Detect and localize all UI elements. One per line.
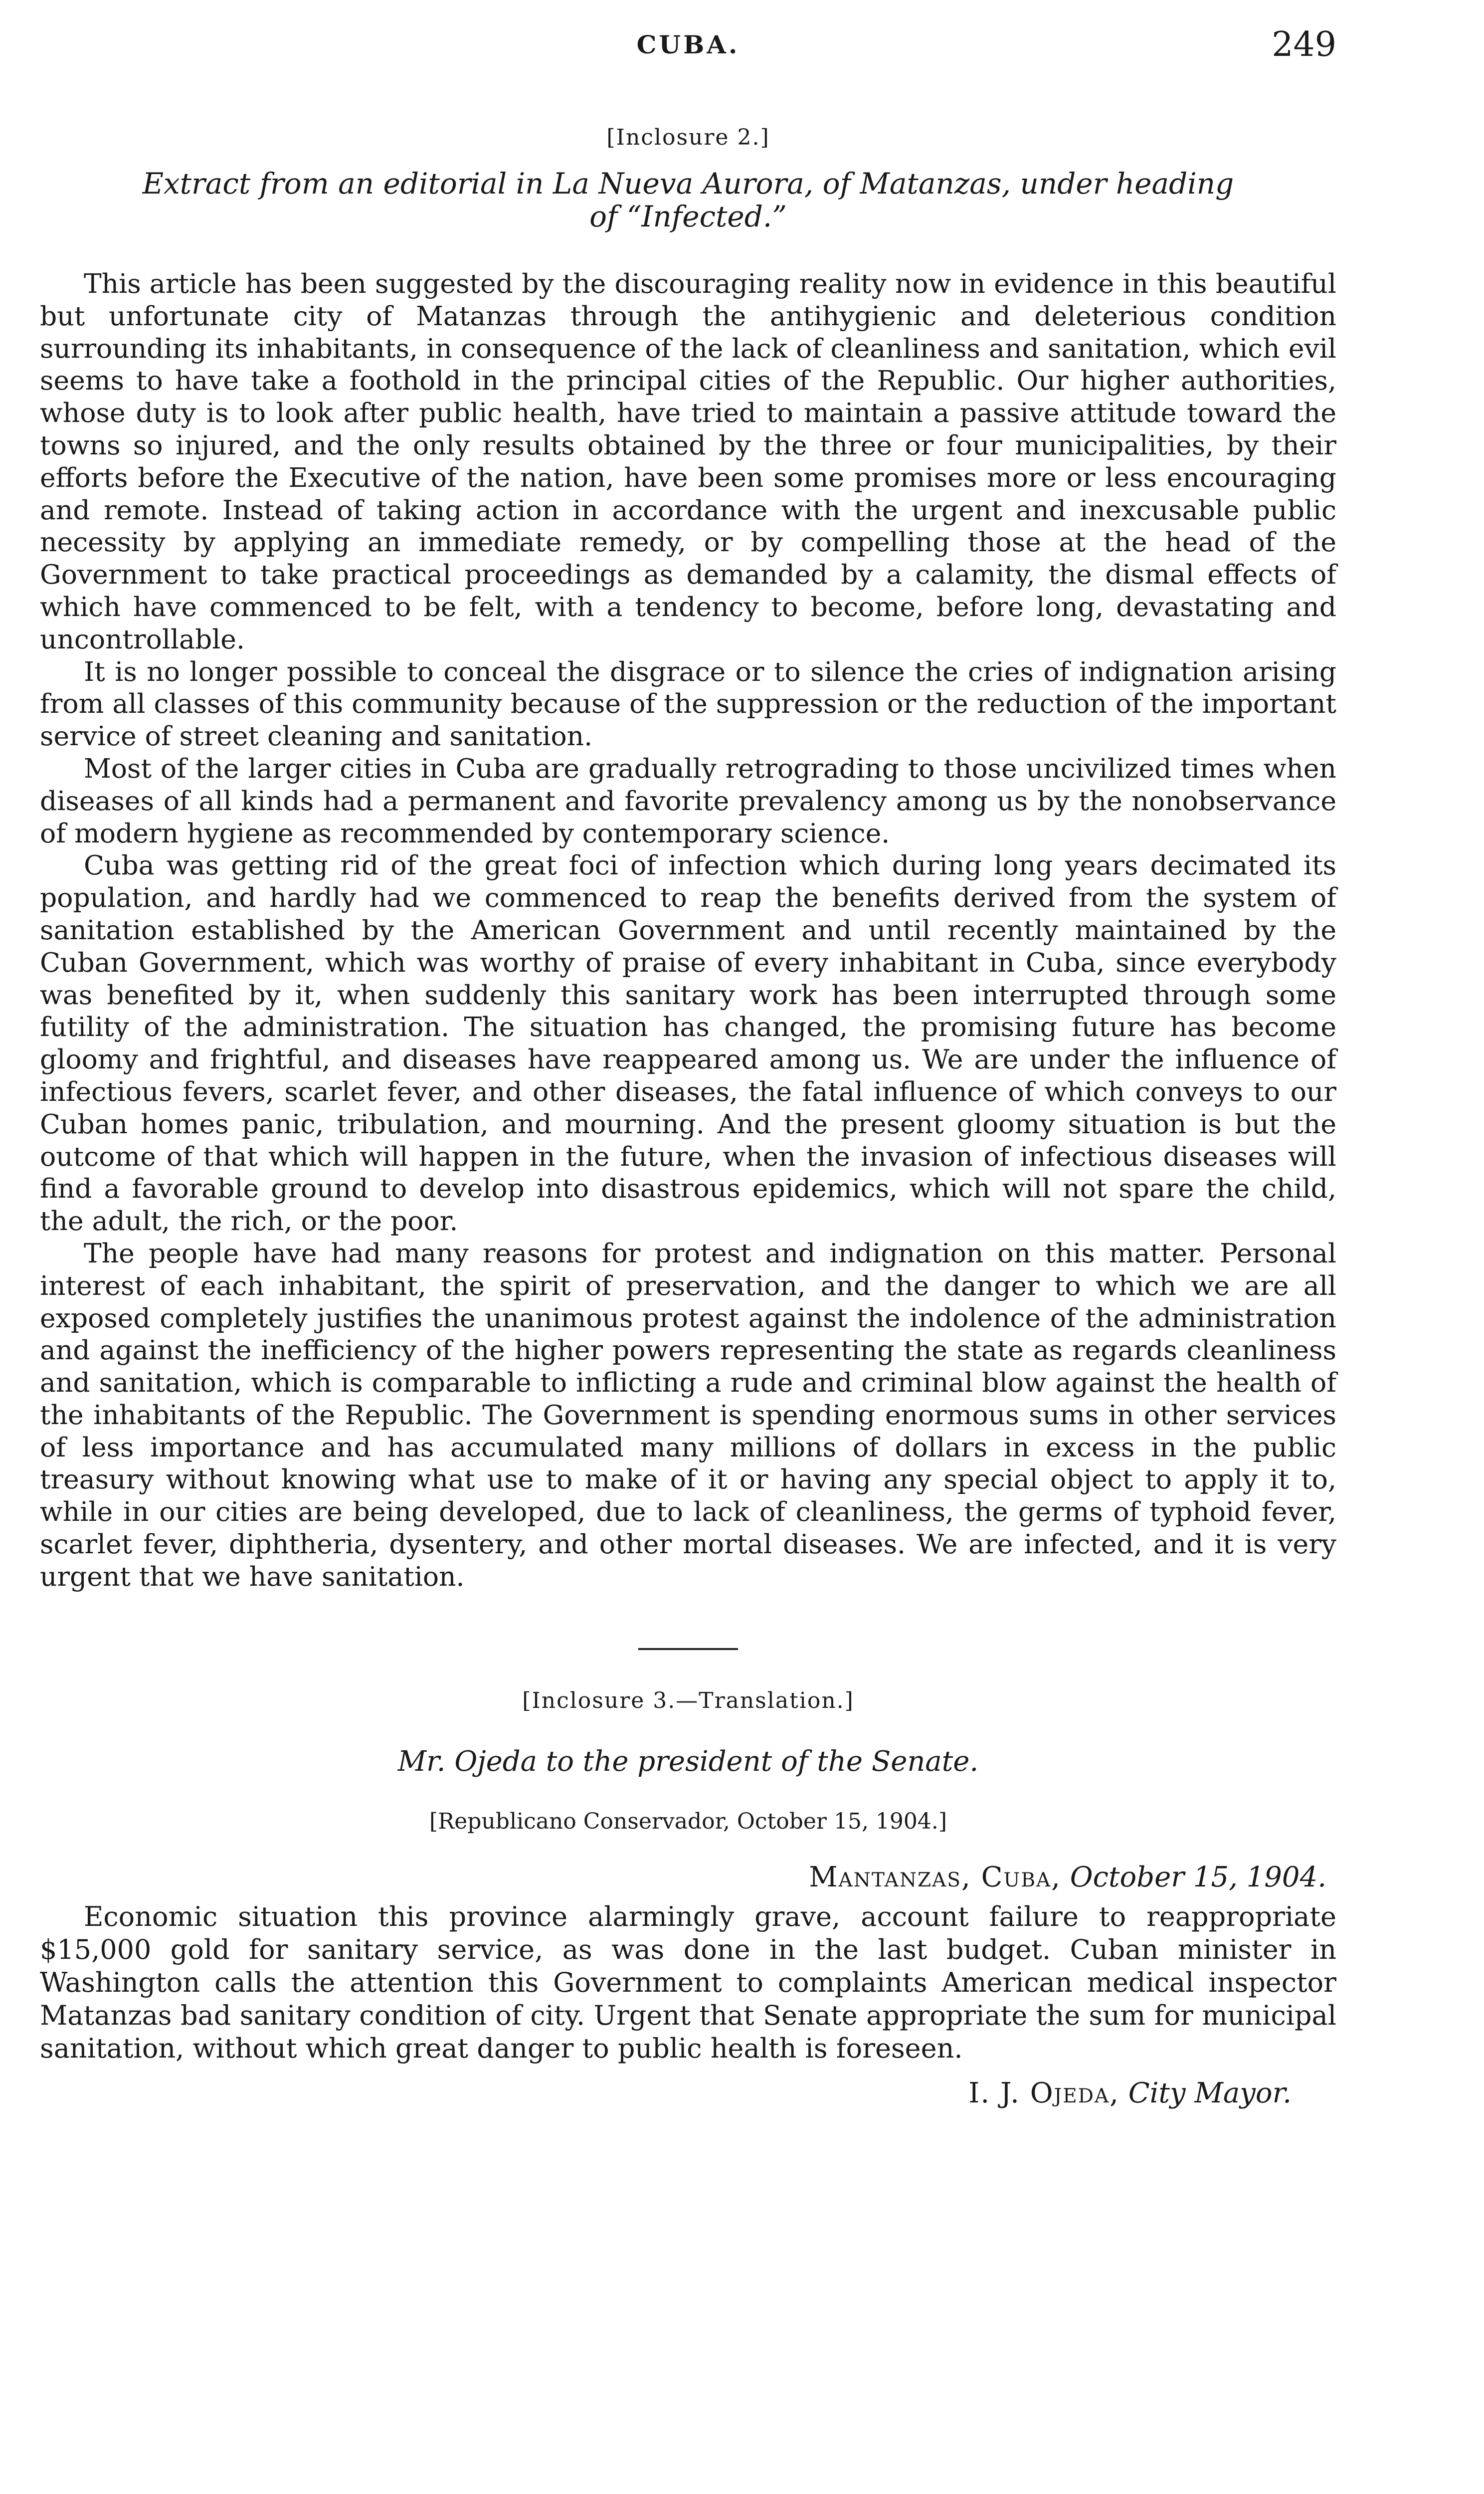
signature bbox=[40, 2077, 1336, 2109]
editorial-body bbox=[40, 268, 1336, 1593]
letter-paragraph: Economic situation this province alarmingly grave, account failure to reappropriate $15,000 gold for sanitary service, as was done in the last budget. Cuban minister in Washington calls the attention this Government to complaints American medical inspector Matanzas bad sanitary condition of city. Urgent that Senate appropriate the sum for municipal sanitation, without which great danger to public health is foreseen. bbox=[40, 1900, 1336, 2064]
editorial-heading-line-2: of “Infected.” bbox=[589, 200, 787, 233]
editorial-heading bbox=[40, 167, 1336, 233]
editorial-paragraph-5: The people have had many reasons for protest and indignation on this matter. Personal interest of each inhabitant, the spirit of preservation, and the danger to which we are all exposed completely justifies the unanimous protest against the indolence of the administration and against the inefficiency of the higher powers representing the state as regards cleanliness and sanitation, which is comparable to inflicting a rude and criminal blow against the health of the inhabitants of the Republic. The Government is spending enormous sums in other services of less importance and has accumulated many millions of dollars in excess in the public treasury without knowing what use to make of it or having any special object to apply it to, while in our cities are being developed, due to lack of cleanliness, the germs of typhoid fever, scarlet fever, diphtheria, dysentery, and other mortal diseases. We are infected, and it is very urgent that we have sanitation. bbox=[40, 1237, 1336, 1592]
signature-name: I. J. Ojeda, bbox=[968, 2077, 1119, 2109]
inclosure-3-label: [Inclosure 3.—Translation.] bbox=[522, 1687, 854, 1713]
editorial-paragraph-4: Cuba was getting rid of the great foci of infection which during long years decimated its population, and hardly had we commenced to reap the benefits derived from the system of sanitation established by the American Government and until recently maintained by the Cuban Government, which was worthy of praise of every inhabitant in Cuba, since everybody was benefited by it, when suddenly this sanitary work has been interrupted through some futility of the administration. The situation has changed, the promising future has become gloomy and frightful, and diseases have reappeared among us. We are under the influence of infectious fevers, scarlet fever, and other diseases, the fatal influence of which conveys to our Cuban homes panic, tribulation, and mourning. And the present gloomy situation is but the outcome of that which will happen in the future, when the invasion of infectious diseases will find a favorable ground to develop into disastrous epidemics, which will not spare the child, the adult, the rich, or the poor. bbox=[40, 849, 1336, 1237]
dateline-date: October 15, 1904. bbox=[1070, 1861, 1326, 1893]
section-divider bbox=[638, 1648, 738, 1650]
editorial-paragraph-1: This article has been suggested by the discouraging reality now in evidence in this beautiful but unfortunate city of Matanzas through the antihygienic and deleterious condition surrounding its inhabitants, in consequence of the lack of cleanliness and sanitation, which evil seems to have take a foothold in the principal cities of the Republic. Our higher authorities, whose duty is to look after public health, have tried to maintain a passive attitude toward the towns so injured, and the only results obtained by the three or four municipalities, by their efforts before the Executive of the nation, have been some promises more or less encouraging and remote. Instead of taking action in accordance with the urgent and inexcusable public necessity by applying an immediate remedy, or by compelling those at the head of the Government to take practical proceedings as demanded by a calamity, the dismal effects of which have commenced to be felt, with a tendency to become, before long, devastating and uncontrollable. bbox=[40, 268, 1336, 655]
document-page bbox=[40, 25, 1336, 2469]
editorial-paragraph-2: It is no longer possible to conceal the disgrace or to silence the cries of indignation arising from all classes of this community because of the suppression or the reduction of the important service of street cleaning and sanitation. bbox=[40, 655, 1336, 752]
dateline-place: Mantanzas, Cuba, bbox=[809, 1861, 1061, 1893]
letter-title: Mr. Ojeda to the president of the Senate. bbox=[397, 1745, 979, 1778]
signature-title: City Mayor. bbox=[1128, 2077, 1292, 2109]
running-title: CUBA. bbox=[636, 30, 740, 59]
dateline bbox=[40, 1861, 1336, 1893]
running-head bbox=[40, 25, 1336, 70]
page-number: 249 bbox=[1272, 25, 1336, 64]
inclosure-2-label: [Inclosure 2.] bbox=[606, 125, 770, 150]
editorial-paragraph-3: Most of the larger cities in Cuba are gradually retrograding to those uncivilized times when diseases of all kinds had a permanent and favorite prevalency among us by the nonobservance of modern hygiene as recommended by contemporary science. bbox=[40, 752, 1336, 849]
letter-body bbox=[40, 1900, 1336, 2065]
letter-source: [Republicano Conservador, October 15, 1904.] bbox=[429, 1808, 947, 1834]
editorial-heading-line-1: Extract from an editorial in La Nueva Aurora, of Matanzas, under heading bbox=[142, 167, 1234, 201]
